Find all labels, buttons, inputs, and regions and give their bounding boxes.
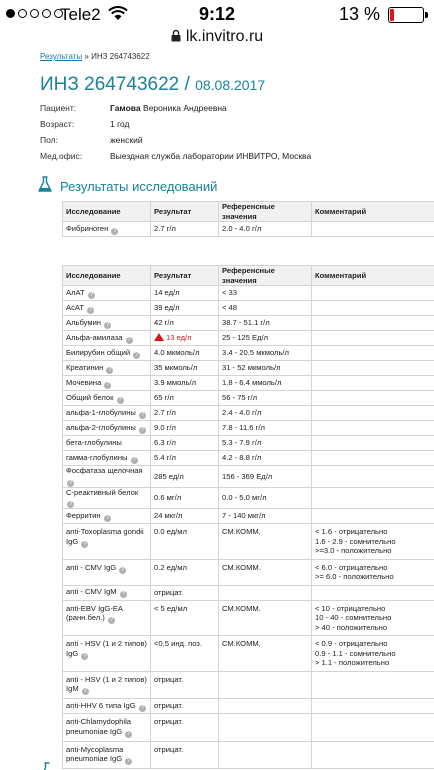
comment-cell	[312, 451, 434, 466]
section-title: Результаты исследований	[60, 178, 218, 194]
test-name: Мочевина	[66, 377, 102, 387]
patient-sex: женский	[110, 135, 143, 145]
patient-name: Вероника Андреевна	[143, 103, 227, 113]
reference-cell: 38.7 - 51.1 г/л	[219, 316, 312, 331]
test-name: anti-HHV 6 типа IgG	[66, 700, 136, 710]
comment-cell	[312, 421, 434, 436]
test-name-cell	[63, 301, 151, 316]
help-icon[interactable]: ?	[127, 336, 131, 343]
table-row	[63, 487, 434, 509]
reference-cell: 7.8 - 11.6 г/л	[219, 421, 312, 436]
order-date: 08.08.2017	[195, 77, 266, 93]
title-separator: /	[184, 74, 190, 95]
result-cell	[151, 391, 219, 406]
table-row	[63, 600, 434, 636]
result-cell	[151, 286, 219, 301]
help-icon[interactable]: ?	[68, 501, 73, 507]
reference-cell: 1.8 - 6.4 ммоль/л	[219, 376, 312, 391]
result-cell	[151, 524, 219, 560]
table-row	[63, 436, 434, 451]
result-cell	[151, 331, 219, 346]
table-row	[63, 559, 434, 585]
results-table-coagulation	[62, 201, 434, 237]
comment-cell	[312, 346, 434, 361]
result-cell	[151, 671, 219, 699]
breadcrumb	[40, 52, 434, 64]
reference-cell: СМ.КОММ.	[219, 600, 312, 636]
table-row	[63, 222, 434, 237]
table-row	[63, 509, 434, 524]
reference-cell: < 33	[219, 286, 312, 301]
test-name: Фосфатаза щелочная	[66, 466, 143, 475]
test-name: anti - HSV (1 и 2 типов) IgG	[66, 639, 147, 658]
help-icon[interactable]: ?	[140, 426, 145, 433]
result-cell	[151, 222, 219, 237]
comment-cell	[312, 376, 434, 391]
table-row	[63, 636, 434, 672]
result-value: 14 ед/л	[154, 288, 180, 298]
comment-cell	[312, 671, 434, 699]
results-table-biochemistry	[62, 265, 434, 769]
col-comment-header: Комментарий	[312, 202, 434, 222]
result-value: 5.4 г/л	[154, 453, 176, 463]
col-test-header: Исследование	[63, 266, 151, 286]
result-cell	[151, 636, 219, 672]
patient-label: Пациент:	[40, 103, 77, 113]
result-value: отрицат.	[154, 587, 184, 597]
battery-percent: 13 %	[338, 4, 380, 24]
help-icon[interactable]: ?	[88, 306, 93, 313]
result-value: 13 ед/л	[166, 333, 192, 343]
test-name-cell	[63, 222, 151, 237]
col-result-header: Результат	[151, 202, 219, 222]
reference-cell: 156 - 369 Ед/л	[219, 466, 312, 488]
result-value: отрицат.	[154, 701, 184, 711]
result-value: 3.9 ммоль/л	[154, 378, 197, 388]
test-name-cell	[63, 376, 151, 391]
comment-cell: < 10 - отрицательно 10 - 40 - сомнительно > 40 - положительно	[312, 600, 434, 636]
test-name: гамма-глобулины	[66, 452, 128, 462]
carrier-name: Tele2	[60, 5, 101, 24]
reference-cell	[219, 585, 312, 600]
test-name: альфа-1-глобулины	[66, 407, 136, 417]
table-row	[63, 301, 434, 316]
status-bar	[0, 0, 434, 28]
page-content	[40, 52, 434, 769]
result-cell	[151, 600, 219, 636]
table-row	[63, 699, 434, 714]
result-cell	[151, 741, 219, 769]
test-name-cell	[63, 600, 151, 636]
table-row	[63, 714, 434, 742]
patient-surname: Гамова	[110, 103, 141, 113]
help-icon[interactable]: ?	[83, 652, 87, 659]
result-cell	[151, 406, 219, 421]
patient-info	[40, 100, 434, 164]
col-reference-header: Референсные значения	[219, 266, 312, 286]
test-name-cell	[63, 636, 151, 672]
test-name: anti - HSV (1 и 2 типов) IgM	[66, 674, 147, 693]
help-icon[interactable]: ?	[106, 381, 110, 388]
help-icon[interactable]: ?	[135, 351, 139, 358]
result-value: 42 г/л	[154, 318, 174, 328]
comment-cell	[312, 714, 434, 742]
test-name-cell	[63, 585, 151, 600]
result-cell	[151, 301, 219, 316]
result-cell	[151, 714, 219, 742]
warning-icon	[154, 333, 164, 341]
reference-cell: СМ.КОММ.	[219, 559, 312, 585]
help-icon[interactable]: ?	[68, 479, 73, 486]
reference-cell: СМ.КОММ.	[219, 636, 312, 672]
address-bar[interactable]	[0, 28, 434, 48]
help-icon[interactable]: ?	[127, 730, 131, 737]
breadcrumb-current: ИНЗ 264743622	[91, 52, 150, 61]
result-cell	[151, 559, 219, 585]
medical-office: Выездная служба лаборатории ИНВИТРО, Москва	[110, 151, 312, 161]
table-row	[63, 406, 434, 421]
result-value: отрицат.	[154, 717, 184, 726]
reference-cell	[219, 699, 312, 714]
result-value: 2.7 г/л	[154, 224, 176, 234]
test-name: anti-Chlamydophila pneumoniae IgG	[66, 717, 132, 736]
comment-cell	[312, 361, 434, 376]
test-name-cell	[63, 671, 151, 699]
col-test-header: Исследование	[63, 202, 151, 222]
result-value: 2.7 г/л	[154, 408, 176, 418]
result-cell	[151, 346, 219, 361]
test-name-cell	[63, 451, 151, 466]
test-name: Креатинин	[66, 362, 104, 372]
reference-cell: < 48	[219, 301, 312, 316]
reference-cell	[219, 671, 312, 699]
result-value: 6.3 г/л	[154, 438, 176, 448]
test-name: альфа-2-глобулины	[66, 422, 136, 432]
result-value: 4.0 мкмоль/л	[154, 348, 200, 358]
result-value: отрицат.	[154, 744, 184, 754]
test-name-cell	[63, 559, 151, 585]
result-value: 9.0 г/л	[154, 423, 176, 433]
reference-cell: 3.4 - 20.5 мкмоль/л	[219, 346, 312, 361]
result-value: 0.6 мг/л	[154, 493, 182, 502]
comment-cell	[312, 301, 434, 316]
test-name: Ферритин	[66, 510, 101, 520]
table-row	[63, 671, 434, 699]
help-icon[interactable]: ?	[121, 566, 125, 573]
result-value: 285 ед/л	[154, 471, 184, 481]
results-section-header	[38, 176, 434, 196]
test-name-cell	[63, 487, 151, 509]
result-cell	[151, 361, 219, 376]
test-name-cell	[63, 346, 151, 361]
help-icon[interactable]: ?	[83, 540, 87, 547]
test-name-cell	[63, 331, 151, 346]
reference-cell: 4.2 - 8.8 г/л	[219, 451, 312, 466]
result-cell	[151, 487, 219, 509]
test-name-cell	[63, 699, 151, 714]
test-name: anti-Mycoplasma pneumoniae IgG	[66, 744, 124, 763]
table-row	[63, 741, 434, 769]
result-cell	[151, 451, 219, 466]
test-name-cell	[63, 524, 151, 560]
test-name-cell	[63, 421, 151, 436]
table-row	[63, 346, 434, 361]
reference-cell: 2.4 - 4.0 г/л	[219, 406, 312, 421]
result-value: отрицат.	[154, 674, 184, 684]
reference-cell: СМ.КОММ.	[219, 524, 312, 560]
result-value: 35 мкмоль/л	[154, 363, 198, 373]
help-icon[interactable]: ?	[105, 321, 110, 328]
result-value: 39 ед/л	[154, 303, 180, 313]
test-name-cell	[63, 509, 151, 524]
table-row	[63, 376, 434, 391]
test-name: Альбумин	[66, 317, 102, 327]
result-cell	[151, 421, 219, 436]
battery-icon	[388, 7, 424, 23]
result-value: 0.0 ед/мл	[154, 527, 187, 536]
test-name-cell	[63, 714, 151, 742]
reference-cell	[219, 714, 312, 742]
test-name: бета-глобулины	[66, 438, 122, 448]
next-section-header	[40, 761, 54, 770]
comment-cell	[312, 406, 434, 421]
test-name-cell	[63, 466, 151, 488]
comment-cell	[312, 331, 434, 346]
test-name-cell	[63, 406, 151, 421]
patient-age: 1 год	[110, 119, 130, 129]
help-icon[interactable]: ?	[127, 758, 131, 764]
table-row	[63, 316, 434, 331]
comment-cell	[312, 391, 434, 406]
table-row	[63, 361, 434, 376]
test-name: АсАТ	[66, 302, 84, 312]
help-icon[interactable]: ?	[109, 617, 114, 623]
test-name-cell	[63, 316, 151, 331]
table-row	[63, 391, 434, 406]
help-icon[interactable]: ?	[89, 291, 93, 298]
lock-icon	[171, 29, 181, 47]
help-icon[interactable]: ?	[132, 456, 136, 463]
result-value: 24 мкг/л	[154, 511, 183, 521]
age-label: Возраст:	[40, 119, 75, 129]
result-cell	[151, 699, 219, 714]
reference-cell: 0.0 - 5.0 мг/л	[219, 487, 312, 509]
test-name-cell	[63, 391, 151, 406]
test-name: Билирубин общий	[66, 347, 131, 357]
test-name-cell	[63, 286, 151, 301]
breadcrumb-separator: »	[84, 52, 89, 61]
help-icon[interactable]: ?	[140, 704, 144, 711]
url-text: lk.invitro.ru	[185, 28, 264, 45]
breadcrumb-results-link[interactable]: Результаты	[40, 52, 83, 61]
table-row	[63, 421, 434, 436]
table-row	[63, 585, 434, 600]
flask-icon	[38, 176, 52, 196]
comment-cell	[312, 699, 434, 714]
reference-cell: 5.3 - 7.9 г/л	[219, 436, 312, 451]
test-name: С-реактивный белок	[66, 487, 139, 497]
table-row	[63, 524, 434, 560]
result-cell	[151, 466, 219, 488]
result-cell	[151, 585, 219, 600]
comment-cell	[312, 222, 434, 237]
result-value: 65 г/л	[154, 393, 174, 403]
help-icon[interactable]: ?	[121, 591, 125, 597]
test-name: АлАТ	[66, 287, 85, 297]
comment-cell	[312, 436, 434, 451]
comment-cell: < 0.9 - отрицательно 0.9 - 1.1 - сомнительно > 1.1 - положительно	[312, 636, 434, 672]
result-value: 0.2 ед/мл	[154, 562, 187, 572]
comment-cell: < 6.0 - отрицательно >= 6.0 - положительно	[312, 559, 434, 585]
page-title	[40, 74, 434, 98]
table-row	[63, 451, 434, 466]
sex-label: Пол:	[40, 135, 58, 145]
test-name: Альфа-амилаза	[66, 332, 123, 342]
flask-icon	[40, 762, 54, 770]
col-reference-header: Референсные значения	[219, 202, 312, 222]
reference-cell: 2.0 - 4.0 г/л	[219, 222, 312, 237]
reference-cell	[219, 741, 312, 769]
result-cell	[151, 376, 219, 391]
table-row	[63, 331, 434, 346]
table-row	[63, 466, 434, 488]
test-name: anti - CMV IgG	[66, 562, 117, 572]
result-cell	[151, 316, 219, 331]
test-name-cell	[63, 741, 151, 769]
comment-cell	[312, 741, 434, 769]
help-icon[interactable]: ?	[118, 396, 122, 403]
help-icon[interactable]: ?	[108, 366, 112, 373]
help-icon[interactable]: ?	[113, 227, 117, 234]
comment-cell	[312, 585, 434, 600]
col-result-header: Результат	[151, 266, 219, 286]
result-value: < 5 ед/мл	[154, 603, 188, 613]
result-value: <0,5 инд. поз.	[154, 639, 203, 648]
help-icon[interactable]: ?	[140, 411, 145, 418]
help-icon[interactable]: ?	[83, 688, 87, 694]
test-name-cell	[63, 436, 151, 451]
test-name: anti - CMV IgM	[66, 587, 117, 596]
comment-cell	[312, 286, 434, 301]
office-label: Мед.офис:	[40, 151, 83, 161]
comment-cell	[312, 487, 434, 509]
order-number: ИНЗ 264743622	[40, 74, 180, 95]
clock: 9:12	[198, 4, 236, 24]
reference-cell: 56 - 75 г/л	[219, 391, 312, 406]
reference-cell: 31 - 52 мкмоль/л	[219, 361, 312, 376]
reference-cell: 25 - 125 Ед/л	[219, 331, 312, 346]
col-comment-header: Комментарий	[312, 266, 434, 286]
comment-cell	[312, 466, 434, 488]
reference-cell: 7 - 140 мкг/л	[219, 509, 312, 524]
test-name: anti-Toxoplasma gondii IgG	[66, 527, 144, 546]
comment-cell	[312, 316, 434, 331]
help-icon[interactable]: ?	[105, 514, 109, 521]
comment-cell: < 1.6 - отрицательно 1.6 - 2.9 - сомнительно >=3.0 - положительно	[312, 524, 434, 560]
table-row	[63, 286, 434, 301]
result-cell	[151, 509, 219, 524]
test-name: anti-EBV IgG-EA (ранн.бел.)	[66, 603, 123, 622]
test-name: Фибриноген	[66, 223, 109, 233]
result-cell	[151, 436, 219, 451]
comment-cell	[312, 509, 434, 524]
test-name: Общий белок	[66, 392, 114, 402]
test-name-cell	[63, 361, 151, 376]
